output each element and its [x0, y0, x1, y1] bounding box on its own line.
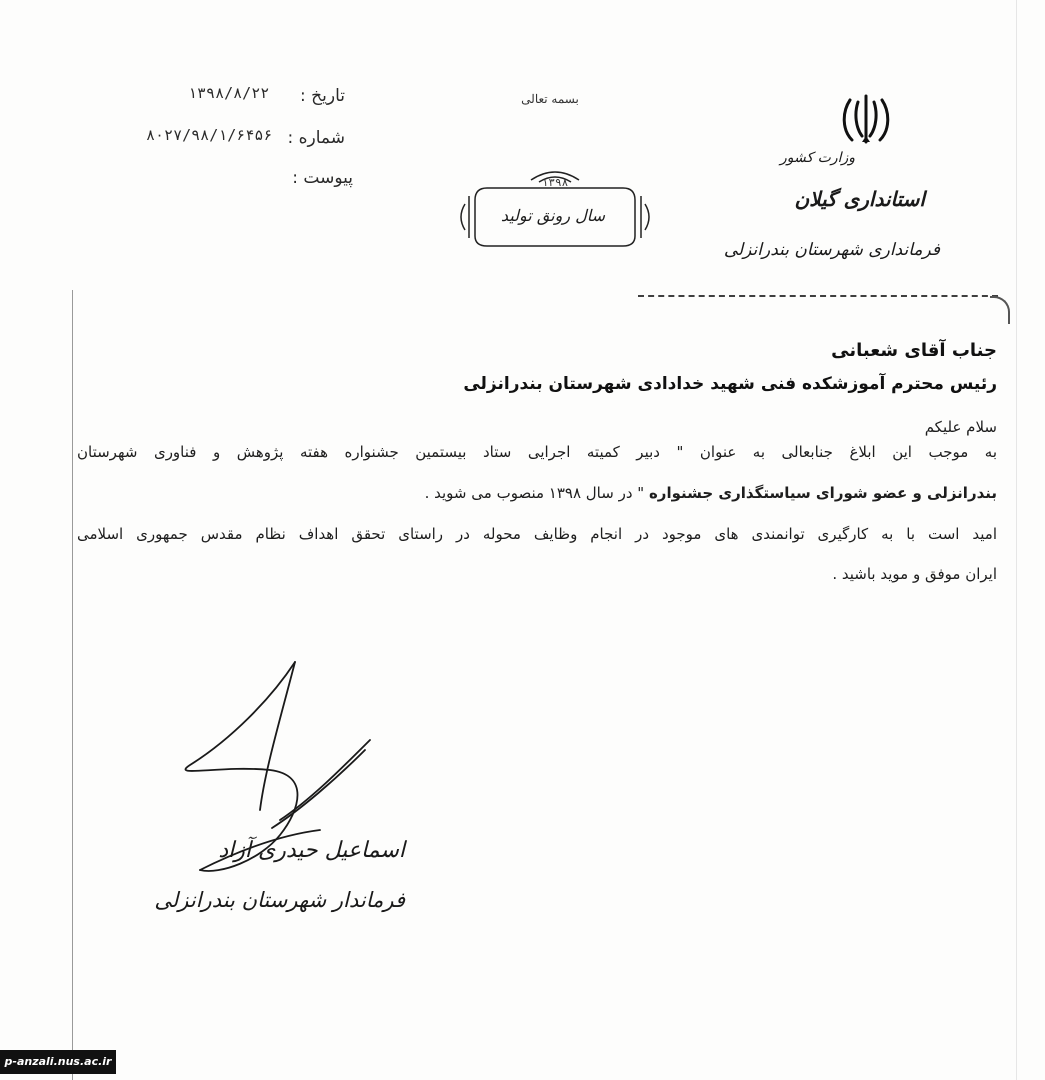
- recipient-name: جناب آقای شعبانی: [831, 340, 997, 361]
- body-line-4: ایران موفق و موید باشید .: [832, 565, 997, 583]
- date-label: تاریخ :: [300, 86, 345, 106]
- site-watermark: p-anzali.nus.ac.ir: [0, 1050, 116, 1074]
- signatory-title: فرماندار شهرستان بندرانزلی: [154, 888, 405, 912]
- attachment-label: پیوست :: [292, 168, 353, 188]
- handwritten-signature: [160, 660, 420, 920]
- body-line-2-bold: بندرانزلی و عضو شورای سیاستگذاری جشنواره: [648, 484, 997, 502]
- scan-edge: [1016, 0, 1017, 1080]
- number-value: ۸۰۲۷/۹۸/۱/۶۴۵۶: [146, 126, 273, 144]
- header-divider-corner: [990, 296, 1010, 324]
- org-ministry: وزارت کشور: [780, 150, 855, 166]
- body-line-2-rest: " در سال ۱۳۹۸ منصوب می شوید .: [424, 484, 649, 502]
- bismillah: بسمه تعالی: [521, 92, 579, 106]
- number-label: شماره :: [287, 128, 345, 148]
- iran-emblem-icon: [838, 92, 894, 148]
- body-line-3: امید است با به کارگیری توانمندی های موجود در انجام وظایف محوله در راستای تحقق اهداف نظام مقدس جمهوری اسلامی: [77, 525, 997, 543]
- body-line-1: به موجب این ابلاغ جنابعالی به عنوان " دبیر کمیته اجرایی ستاد بیستمین جشنواره هفته پژوهش و فناوری شهرستان: [77, 443, 997, 461]
- date-value: ۱۳۹۸/۸/۲۲: [188, 84, 270, 102]
- slogan-year: ۱۳۹۸: [541, 176, 569, 189]
- body-line-2: [425, 484, 997, 502]
- signatory-name: اسماعیل حیدری آزاد: [218, 838, 405, 863]
- slogan-text: سال رونق تولید: [500, 206, 606, 225]
- scan-edge: [72, 290, 73, 1080]
- greeting: سلام علیکم: [924, 418, 997, 436]
- org-province: استانداری گیلان: [794, 187, 925, 211]
- header-divider: [638, 295, 998, 297]
- recipient-title: رئیس محترم آموزشکده فنی شهید خدادادی شهرستان بندرانزلی: [463, 374, 997, 394]
- org-county: فرمانداری شهرستان بندرانزلی: [723, 240, 940, 260]
